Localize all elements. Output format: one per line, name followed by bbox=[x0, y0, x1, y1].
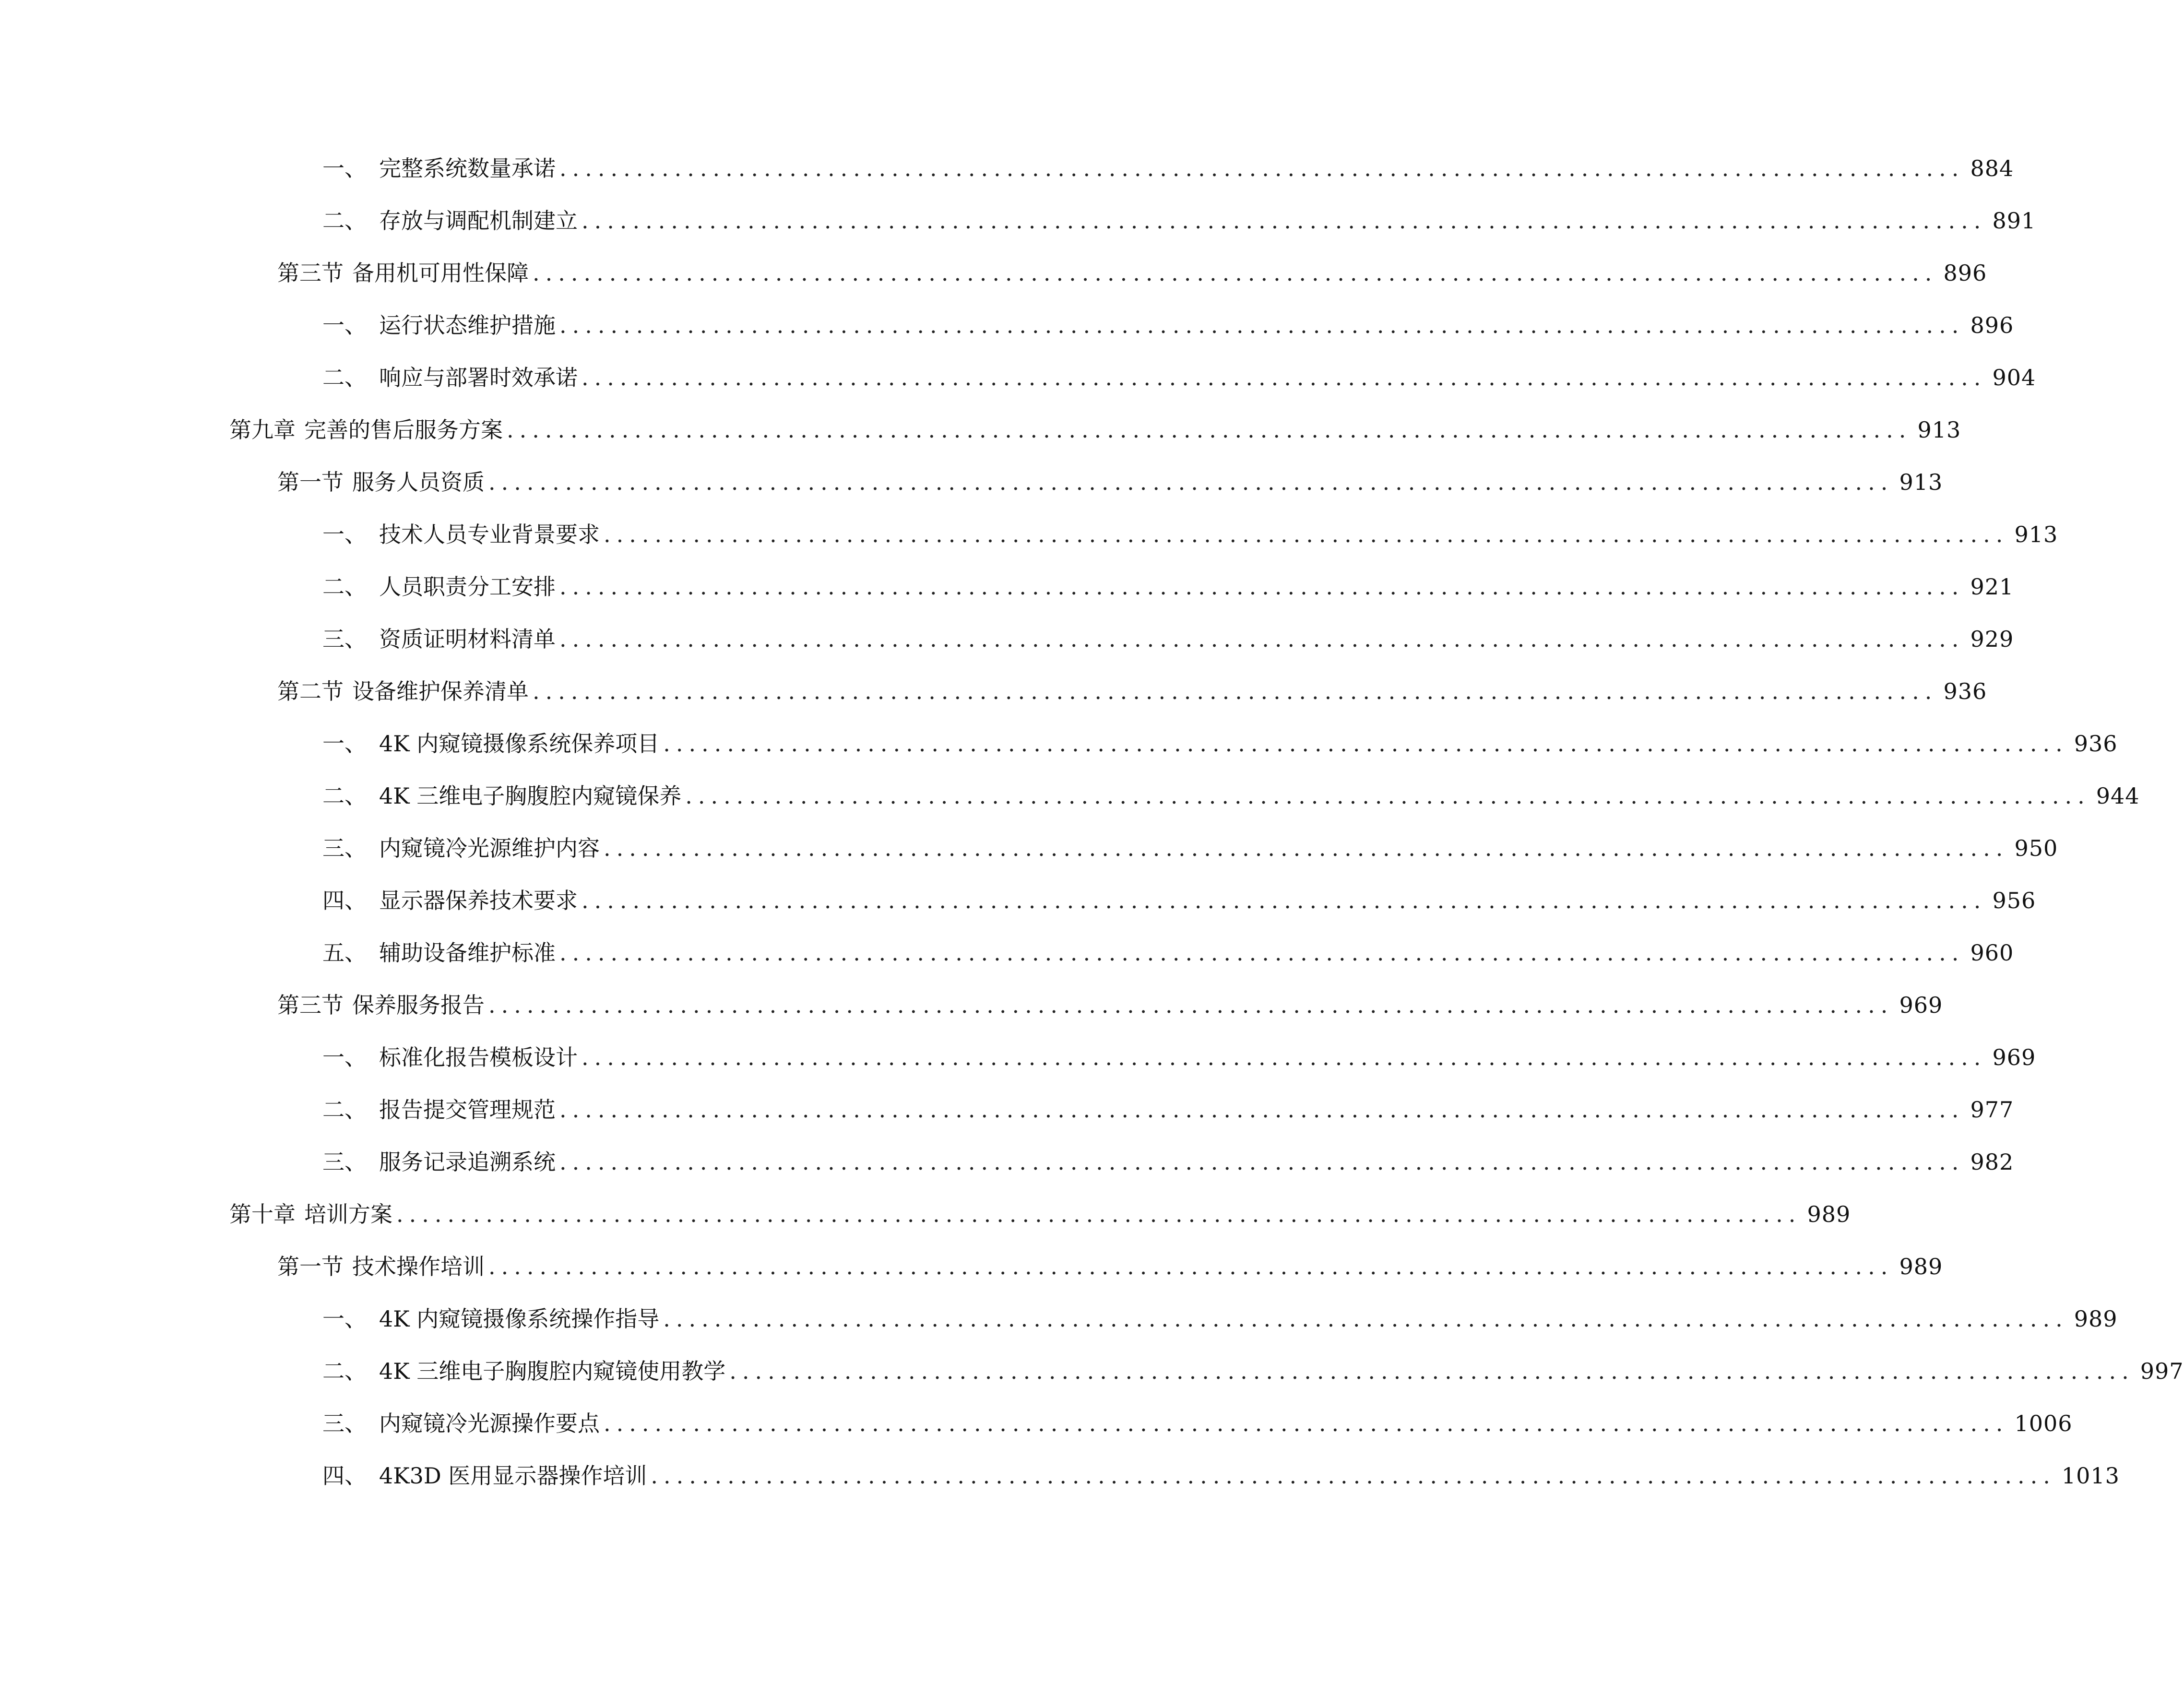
toc-entry-page: 896 bbox=[1943, 260, 1987, 286]
toc-entry-title: 运行状态维护措施 bbox=[379, 312, 556, 338]
toc-entry[interactable] bbox=[322, 298, 2014, 338]
toc-entry[interactable] bbox=[277, 246, 1987, 286]
toc-entry-number: 第二节 bbox=[277, 678, 344, 704]
toc-entry-title: 4K 内窥镜摄像系统操作指导 bbox=[379, 1306, 660, 1332]
toc-entry[interactable] bbox=[322, 1344, 2184, 1384]
toc-entry[interactable] bbox=[322, 821, 2058, 861]
toc-entry-number: 一、 bbox=[322, 312, 367, 338]
toc-entry-page: 891 bbox=[1992, 208, 2036, 234]
toc-entry-page: 982 bbox=[1970, 1149, 2014, 1175]
toc-entry-title: 资质证明材料清单 bbox=[379, 626, 556, 652]
toc-entry-page: 997 bbox=[2140, 1358, 2184, 1384]
toc-entry-title: 辅助设备维护标准 bbox=[379, 940, 556, 966]
dot-leader: .............................................................................................................. bbox=[559, 1149, 1965, 1175]
toc-entry-page: 960 bbox=[1970, 940, 2014, 966]
dot-leader: .............................................................................................................. bbox=[507, 417, 1912, 443]
toc-entry[interactable] bbox=[277, 664, 1987, 704]
toc-entry-title: 4K 内窥镜摄像系统保养项目 bbox=[379, 731, 660, 757]
toc-entry[interactable] bbox=[229, 1187, 1851, 1227]
toc-entry-number: 二、 bbox=[322, 574, 367, 600]
toc-entry-number: 三、 bbox=[322, 626, 367, 652]
toc-entry-title: 备用机可用性保障 bbox=[352, 260, 529, 286]
toc-entry[interactable] bbox=[322, 925, 2014, 966]
toc-entry-number: 五、 bbox=[322, 940, 367, 966]
dot-leader: .............................................................................................................. bbox=[604, 521, 2009, 547]
toc-entry[interactable] bbox=[322, 716, 2118, 757]
toc-entry-title: 培训方案 bbox=[304, 1201, 392, 1227]
dot-leader: .............................................................................................................. bbox=[559, 626, 1965, 652]
toc-entry-title: 标准化报告模板设计 bbox=[379, 1044, 578, 1070]
toc-entry[interactable] bbox=[277, 978, 1943, 1018]
toc-entry-number: 三、 bbox=[322, 1149, 367, 1175]
toc-entry-page: 936 bbox=[2074, 731, 2118, 757]
toc-entry[interactable] bbox=[277, 1239, 1943, 1280]
toc-entry-number: 二、 bbox=[322, 365, 367, 391]
toc-entry[interactable] bbox=[322, 1082, 2014, 1123]
toc-entry-number: 第三节 bbox=[277, 260, 344, 286]
toc-entry-number: 二、 bbox=[322, 1097, 367, 1123]
toc-entry-number: 一、 bbox=[322, 155, 367, 181]
dot-leader: .............................................................................................................. bbox=[488, 1254, 1894, 1280]
toc-entry-title: 显示器保养技术要求 bbox=[379, 888, 578, 913]
dot-leader: .............................................................................................................. bbox=[559, 312, 1965, 338]
toc-entry-title: 技术人员专业背景要求 bbox=[379, 521, 600, 547]
dot-leader: .............................................................................................................. bbox=[685, 783, 2090, 809]
dot-leader: .............................................................................................................. bbox=[396, 1201, 1802, 1227]
toc-entry-number: 二、 bbox=[322, 1358, 367, 1384]
dot-leader: .............................................................................................................. bbox=[729, 1358, 2135, 1384]
toc-entry[interactable] bbox=[322, 559, 2014, 600]
dot-leader: .............................................................................................................. bbox=[533, 260, 1938, 286]
toc-entry-number: 一、 bbox=[322, 1044, 367, 1070]
toc-entry-title: 内窥镜冷光源维护内容 bbox=[379, 835, 600, 861]
toc-entry-title: 报告提交管理规范 bbox=[379, 1097, 556, 1123]
toc-entry-title: 完善的售后服务方案 bbox=[304, 417, 503, 443]
dot-leader: .............................................................................................................. bbox=[488, 992, 1894, 1018]
toc-entry-title: 内窥镜冷光源操作要点 bbox=[379, 1410, 600, 1436]
toc-entry-number: 四、 bbox=[322, 888, 367, 913]
toc-entry-page: 913 bbox=[1899, 469, 1943, 495]
dot-leader: .............................................................................................................. bbox=[604, 1410, 2009, 1436]
dot-leader: .............................................................................................................. bbox=[559, 940, 1965, 966]
dot-leader: .............................................................................................................. bbox=[559, 155, 1965, 181]
toc-entry-title: 响应与部署时效承诺 bbox=[379, 365, 578, 391]
toc-entry-page: 936 bbox=[1943, 678, 1987, 704]
toc-entry-page: 989 bbox=[2074, 1306, 2118, 1332]
toc-entry-title: 4K 三维电子胸腹腔内窥镜保养 bbox=[379, 783, 682, 809]
toc-entry-title: 技术操作培训 bbox=[352, 1254, 485, 1280]
toc-entry[interactable] bbox=[322, 1292, 2118, 1332]
dot-leader: .............................................................................................................. bbox=[663, 731, 2068, 757]
toc-entry-title: 服务记录追溯系统 bbox=[379, 1149, 556, 1175]
toc-entry-page: 1013 bbox=[2061, 1463, 2120, 1489]
toc-entry-title: 服务人员资质 bbox=[352, 469, 485, 495]
toc-entry-title: 人员职责分工安排 bbox=[379, 574, 556, 600]
toc-entry-number: 一、 bbox=[322, 1306, 367, 1332]
toc-entry-page: 969 bbox=[1992, 1044, 2036, 1070]
toc-entry-page: 913 bbox=[1917, 417, 1961, 443]
toc-entry[interactable] bbox=[322, 1135, 2014, 1175]
dot-leader: .............................................................................................................. bbox=[582, 208, 1987, 234]
dot-leader: .............................................................................................................. bbox=[533, 678, 1938, 704]
dot-leader: .............................................................................................................. bbox=[582, 365, 1987, 391]
toc-entry[interactable] bbox=[322, 1396, 2073, 1436]
toc-entry-number: 三、 bbox=[322, 835, 367, 861]
toc-entry-page: 921 bbox=[1970, 574, 2014, 600]
toc-entry-number: 第一节 bbox=[277, 1254, 344, 1280]
toc-entry-number: 四、 bbox=[322, 1463, 367, 1489]
toc-entry-page: 913 bbox=[2014, 521, 2058, 547]
toc-entry[interactable] bbox=[277, 455, 1943, 495]
toc-entry-title: 4K 三维电子胸腹腔内窥镜使用教学 bbox=[379, 1358, 726, 1384]
toc-entry-page: 950 bbox=[2014, 835, 2058, 861]
toc-entry[interactable] bbox=[229, 403, 1961, 443]
toc-entry-title: 完整系统数量承诺 bbox=[379, 155, 556, 181]
toc-entry-number: 一、 bbox=[322, 521, 367, 547]
dot-leader: .............................................................................................................. bbox=[582, 888, 1987, 913]
dot-leader: .............................................................................................................. bbox=[488, 469, 1894, 495]
toc-entry-number: 第九章 bbox=[229, 417, 296, 443]
dot-leader: .............................................................................................................. bbox=[559, 574, 1965, 600]
toc-entry-title: 保养服务报告 bbox=[352, 992, 485, 1018]
toc-entry-page: 904 bbox=[1992, 365, 2036, 391]
toc-entry-page: 1006 bbox=[2014, 1410, 2073, 1436]
toc-entry-page: 896 bbox=[1970, 312, 2014, 338]
dot-leader: .............................................................................................................. bbox=[651, 1463, 2056, 1489]
toc-entry-title: 设备维护保养清单 bbox=[352, 678, 529, 704]
toc-entry-number: 一、 bbox=[322, 731, 367, 757]
toc-entry[interactable] bbox=[322, 193, 2036, 234]
toc-entry-page: 956 bbox=[1992, 888, 2036, 913]
toc-entry-page: 929 bbox=[1970, 626, 2014, 652]
toc-entry-page: 977 bbox=[1970, 1097, 2014, 1123]
toc-entry[interactable] bbox=[322, 507, 2058, 547]
toc-entry[interactable] bbox=[322, 1030, 2036, 1070]
toc-entry-number: 三、 bbox=[322, 1410, 367, 1436]
dot-leader: .............................................................................................................. bbox=[582, 1044, 1987, 1070]
toc-entry-number: 二、 bbox=[322, 783, 367, 809]
toc-entry-title: 存放与调配机制建立 bbox=[379, 208, 578, 234]
toc-entry-page: 944 bbox=[2096, 783, 2140, 809]
toc-entry[interactable] bbox=[322, 769, 2140, 809]
dot-leader: .............................................................................................................. bbox=[604, 835, 2009, 861]
toc-entry[interactable] bbox=[322, 1448, 2120, 1489]
dot-leader: .............................................................................................................. bbox=[559, 1097, 1965, 1123]
toc-entry-number: 第三节 bbox=[277, 992, 344, 1018]
toc-entry-title: 4K3D 医用显示器操作培训 bbox=[379, 1463, 647, 1489]
toc-entry-page: 884 bbox=[1970, 155, 2014, 181]
toc-entry[interactable] bbox=[322, 350, 2036, 391]
toc-entry[interactable] bbox=[322, 873, 2036, 913]
toc-entry-number: 二、 bbox=[322, 208, 367, 234]
toc-entry-page: 989 bbox=[1899, 1254, 1943, 1280]
toc-entry-number: 第十章 bbox=[229, 1201, 296, 1227]
toc-entry[interactable] bbox=[322, 141, 2014, 181]
toc-entry-number: 第一节 bbox=[277, 469, 344, 495]
toc-entry[interactable] bbox=[322, 612, 2014, 652]
toc-entry-page: 989 bbox=[1807, 1201, 1851, 1227]
dot-leader: .............................................................................................................. bbox=[663, 1306, 2068, 1332]
toc-entry-page: 969 bbox=[1899, 992, 1943, 1018]
